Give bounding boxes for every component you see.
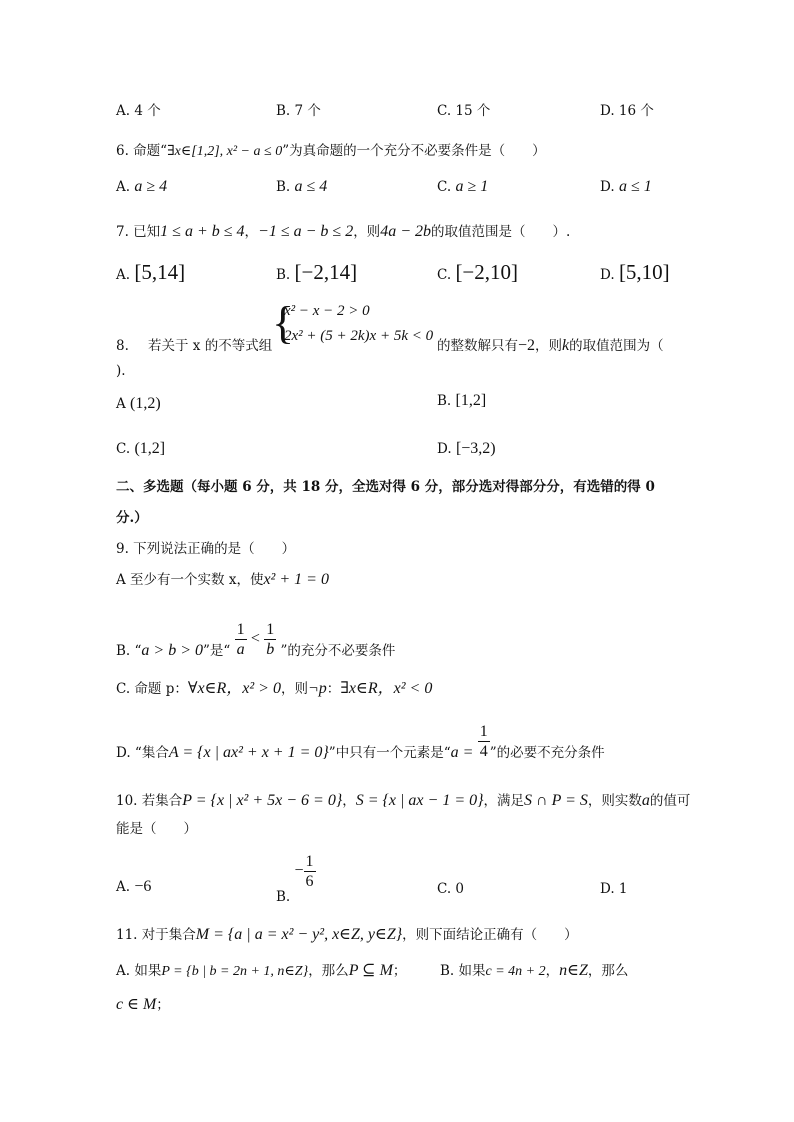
q8-option-c: C. (1,2]	[116, 440, 166, 457]
q8-number: 8.	[116, 338, 129, 354]
q9-option-a: A 至少有一个实数 x，使x² + 1 = 0	[116, 571, 329, 588]
q7-condition-2: −1 ≤ a − b ≤ 2	[258, 223, 354, 240]
q8-value: −2	[518, 337, 536, 354]
q10-stem: 10. 若集合P = {x | x² + 5x − 6 = 0}，S = {x | ax − 1 = 0}，满足S ∩ P = S，则实数a的值可	[116, 792, 691, 809]
q9-option-c: C. 命题 p：∀x∈R，x² > 0，则¬p：∃x∈R，x² < 0	[116, 680, 433, 697]
q10-option-a: A. −6	[116, 878, 152, 895]
q10-option-d: D. 1	[600, 881, 628, 897]
q9-stem: 9. 下列说法正确的是（ ）	[116, 541, 296, 557]
q9-fraction-1-over-4: $\frac{1}{4}$	[479, 723, 488, 760]
q10-option-c: C. 0	[437, 881, 465, 897]
q9-option-b: B. “a > b > 0”是“ $\frac{1}{a}$ < $\frac{1}{b}$ ”的充分不必要条件	[116, 621, 396, 659]
q6-expression: ∃x∈[1,2], x² − a ≤ 0	[167, 144, 283, 159]
q6-option-d: D. a ≤ 1	[600, 178, 652, 195]
q9-fraction-1-over-a: $\frac{1}{a}$	[236, 621, 245, 658]
q9-fraction-1-over-b: $\frac{1}{b}$	[266, 621, 275, 658]
q6-option-b: B. a ≤ 4	[276, 178, 328, 195]
q8-option-b: B. [1,2]	[437, 392, 487, 409]
section-heading: 二、多选题（每小题 6 分，共 18 分，全选对得 6 分，部分选对得部分分，有选错的得 0	[116, 479, 655, 495]
q11-stem: 11. 对于集合M = {a | a = x² − y², x∈Z, y∈Z}，则下面结论正确有（ ）	[116, 926, 578, 943]
section-heading-cont: 分.）	[116, 510, 148, 526]
q8-lead: 若关于 x 的不等式组	[148, 338, 273, 354]
q10-option-b: B. − $\frac{1}{6}$	[276, 853, 314, 905]
q8-option-a: A (1,2)	[116, 395, 161, 412]
q10-fraction-1-over-6: $\frac{1}{6}$	[305, 853, 314, 890]
q8-condition: 的整数解只有−2，则k的取值范围为（	[437, 337, 664, 354]
q8-inequality-2: 2x² + (5 + 2k)x + 5k < 0	[284, 328, 434, 344]
q5-option-d: D. 16 个	[600, 103, 654, 119]
q11-option-b-cont: c ∈ M；	[116, 996, 170, 1013]
q8-continuation: ).	[116, 363, 126, 379]
q7-condition-1: 1 ≤ a + b ≤ 4	[160, 223, 245, 240]
q7-option-d: D. [5,10]	[600, 260, 670, 284]
q8-option-d: D. [−3,2)	[437, 440, 496, 457]
q8-inequality-1: x² − x − 2 > 0	[284, 303, 370, 319]
q5-option-a: A. 4 个	[116, 103, 161, 119]
q7-option-c: C. [−2,10]	[437, 260, 519, 284]
q11-option-a: A. 如果P = {b | b = 2n + 1, n∈Z}，那么P ⊆ M；	[116, 962, 407, 979]
q9-option-d: D. “集合A = {x | ax² + x + 1 = 0}”中只有一个元素是“a = $\frac{1}{4}$ ”的必要不充分条件	[116, 723, 605, 761]
q11-set-m: M = {a | a = x² − y², x∈Z, y∈Z}	[195, 926, 403, 943]
q6-stem	[116, 142, 546, 161]
q10-set-p: P = {x | x² + 5x − 6 = 0}	[182, 792, 343, 809]
q11-option-b: B. 如果c = 4n + 2，n∈Z，那么	[440, 962, 629, 979]
q6-rest: ”为真命题的一个充分不必要条件是（ ）	[282, 143, 546, 159]
q10-set-s: S = {x | ax − 1 = 0}	[355, 792, 484, 809]
q5-option-b: B. 7 个	[276, 103, 321, 119]
q10-stem-cont: 能是（ ）	[116, 821, 197, 837]
q7-option-b: B. [−2,14]	[276, 260, 358, 284]
q7-stem: 7. 已知1 ≤ a + b ≤ 4，−1 ≤ a − b ≤ 2，则4a − 2b的取值范围是（ ）.	[116, 223, 571, 240]
q6-option-a: A. a ≥ 4	[116, 178, 168, 195]
q7-option-a: A. [5,14]	[116, 260, 186, 284]
q8-system-brace: {	[272, 297, 295, 348]
q7-expression: 4a − 2b	[380, 223, 431, 240]
q6-number: 6. 命题“	[116, 143, 168, 159]
q6-option-c: C. a ≥ 1	[437, 178, 489, 195]
q5-option-c: C. 15 个	[437, 103, 491, 119]
